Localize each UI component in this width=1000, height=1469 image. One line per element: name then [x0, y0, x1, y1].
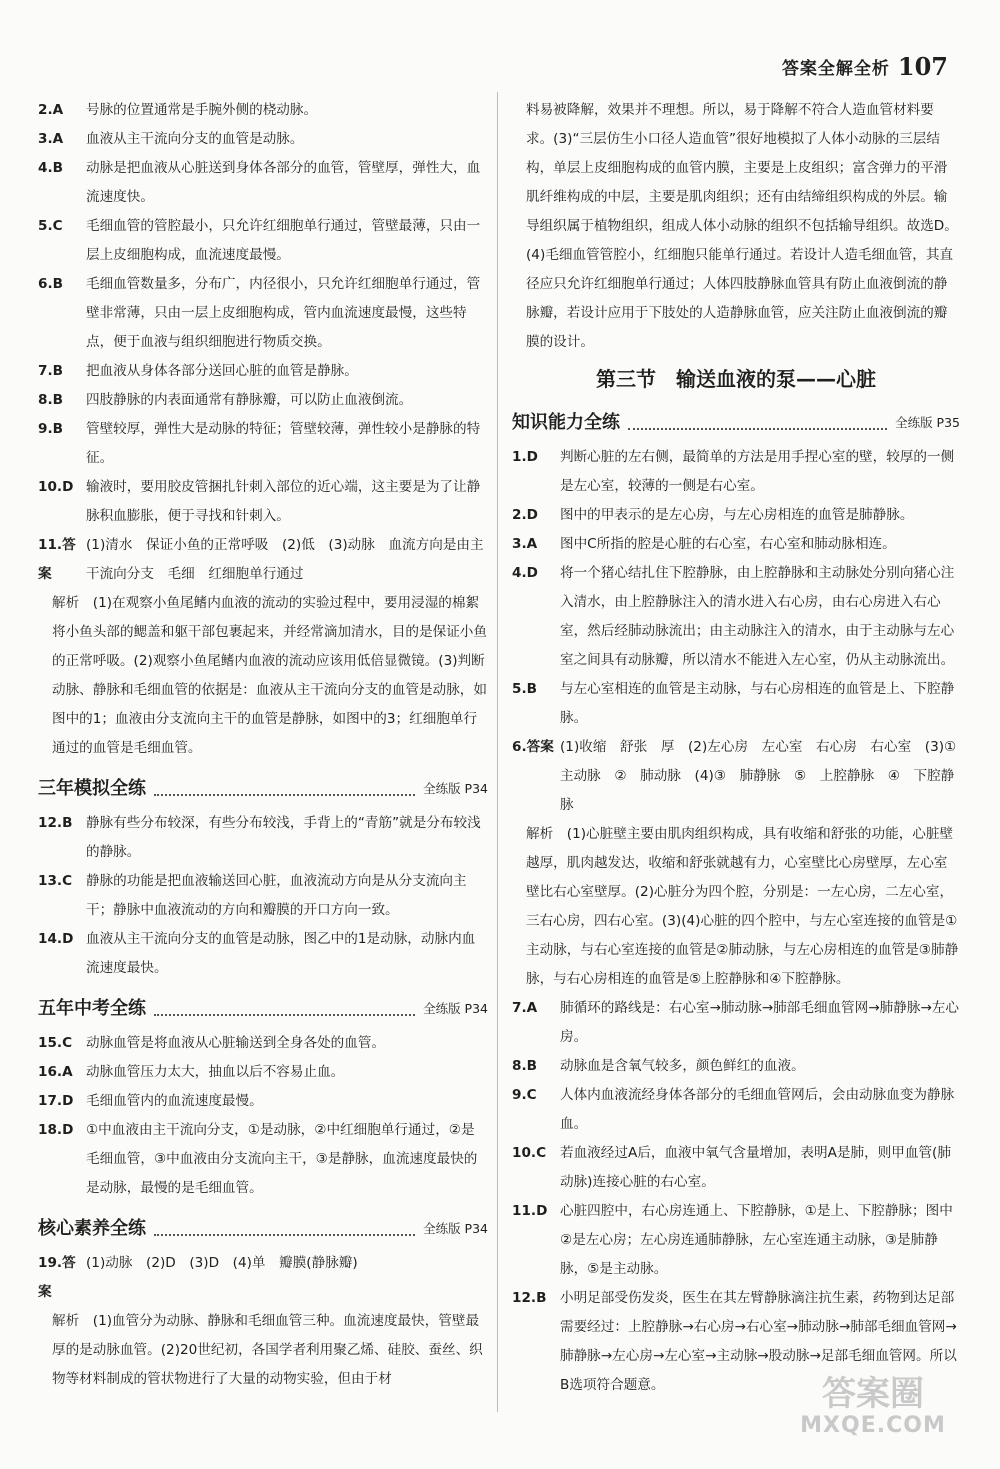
answer-item	[512, 1197, 960, 1284]
answer-list	[38, 96, 488, 589]
answer-number: 9.B	[38, 421, 63, 437]
section-title: 核心素养全练	[38, 1217, 146, 1239]
section-ref: 全练版 P35	[895, 414, 960, 430]
answer-number: 7.B	[38, 363, 63, 379]
answer-text: 小明足部受伤发炎，医生在其左臂静脉滴注抗生素，药物到达足部需要经过：上腔静脉→右心房→右心室→肺动脉→肺部毛细血管网→肺静脉→左心房→左心室→主动脉→股动脉→足部毛细血管网。所以B选项符合题意。	[560, 1290, 957, 1393]
answer-text: 输液时，要用胶皮管捆扎针刺入部位的近心端，这主要是为了让静脉积血膨胀，便于寻找和针刺入。	[86, 479, 481, 524]
answer-text: 管壁较厚，弹性大是动脉的特征；管壁较薄，弹性较小是静脉的特征。	[86, 421, 481, 466]
answer-item	[512, 530, 960, 559]
answer-text: 若血液经过A后，血液中氧气含量增加，表明A是肺，则甲血管(肺动脉)连接心脏的右心室。	[560, 1145, 951, 1190]
answer-text: 心脏四腔中，右心房连通上、下腔静脉，①是上、下腔静脉；图中②是左心房；左心房连通肺静脉，左心室连通主动脉，③是肺静脉，⑤是主动脉。	[560, 1203, 953, 1277]
chapter-title: 第三节 输送血液的泵——心脏	[596, 367, 876, 391]
answer-text: 将一个猪心结扎住下腔静脉，由上腔静脉和主动脉处分别向猪心注入清水，由上腔静脉注入的清水进入右心房，由右心房进入右心室，然后经肺动脉流出；由主动脉注入的清水，由于主动脉与左心室之间具有动脉瓣，所以清水不能进入左心室，仍从主动脉流出。	[560, 565, 955, 668]
answer-number: 4.B	[38, 160, 63, 176]
answer-number: 15.C	[38, 1035, 73, 1051]
answer-text: 动脉是把血液从心脏送到身体各部分的血管，管壁厚，弹性大，血流速度快。	[86, 160, 481, 205]
answer-text: 动脉血是含氧气较多，颜色鲜红的血液。	[560, 1058, 805, 1074]
answer-text: (1)清水 保证小鱼的正常呼吸 (2)低 (3)动脉 血流方向是由主干流向分支 毛细 红细胞单行通过	[86, 537, 484, 582]
answer-number: 3.A	[512, 536, 538, 552]
answer-number: 7.A	[512, 1000, 538, 1016]
answer-number: 10.D	[38, 479, 74, 495]
answer-text: 与左心室相连的血管是主动脉，与右心房相连的血管是上、下腔静脉。	[560, 681, 955, 726]
section-ref: 全练版 P34	[423, 1000, 488, 1016]
watermark-text: 答案圈	[822, 1374, 924, 1414]
answer-number: 2.D	[512, 507, 538, 523]
answer-list	[512, 443, 970, 820]
answer-item	[38, 154, 488, 212]
answer-text: 肺循环的路线是：右心室→肺动脉→肺部毛细血管网→肺静脉→左心房。	[560, 1000, 959, 1045]
answer-text: 毛细血管数量多，分布广，内径很小，只允许红细胞单行通过，管壁非常薄，只由一层上皮细胞构成，管内血流速度最慢，这些特点，便于血液与组织细胞进行物质交换。	[86, 276, 481, 350]
section-header-hexin	[38, 1213, 488, 1243]
answer-text: 图中的甲表示的是左心房，与左心房相连的血管是肺静脉。	[560, 507, 914, 523]
answer-text: (1)动脉 (2)D (3)D (4)单 瓣膜(静脉瓣)	[86, 1255, 358, 1271]
answer-number: 11.答案	[38, 537, 76, 582]
answer-number: 18.D	[38, 1122, 74, 1138]
answer-number: 2.A	[38, 102, 64, 118]
answer-text: 人体内血液流经身体各部分的毛细血管网后，会由动脉血变为静脉血。	[560, 1087, 955, 1132]
dotted-leader	[154, 1000, 415, 1016]
watermark-url: MXQE.COM	[800, 1413, 946, 1438]
answer-item	[38, 125, 488, 154]
answer-number: 4.D	[512, 565, 538, 581]
answer-number: 9.C	[512, 1087, 537, 1103]
section-header-wunian	[38, 993, 488, 1023]
answer-text: 号脉的位置通常是手腕外侧的桡动脉。	[86, 102, 318, 118]
section-ref: 全练版 P34	[423, 780, 488, 796]
answer-number: 5.C	[38, 218, 63, 234]
answer-item	[38, 1058, 488, 1087]
answer-item	[38, 867, 488, 925]
analysis-11: 解析 (1)在观察小鱼尾鳍内血液的流动的实验过程中，要用浸湿的棉絮将小鱼头部的鳃盖和躯干部包裹起来，并经常滴加清水，目的是保证小鱼的正常呼吸。(2)观察小鱼尾鳍内血液的流动应该用低倍显微镜。(3)判断动脉、静脉和毛细血管的依据是：血液从主干流向分支的血管是动脉，如图中的1；血液由分支流向主干的血管是静脉，如图中的3；红细胞单行通过的血管是毛细血管。	[52, 595, 487, 756]
answer-item	[38, 386, 488, 415]
answer-number: 17.D	[38, 1093, 74, 1109]
answer-item	[38, 531, 488, 589]
answer-text: 毛细血管的管腔最小，只允许红细胞单行通过，管壁最薄，只由一层上皮细胞构成，血流速度最慢。	[86, 218, 481, 263]
answer-item	[512, 675, 960, 733]
answer-number: 11.D	[512, 1203, 548, 1219]
answer-item	[38, 270, 488, 357]
answer-item	[512, 501, 960, 530]
answer-list	[38, 1029, 488, 1203]
answer-number: 19.答案	[38, 1255, 76, 1300]
left-column	[38, 96, 488, 1394]
answer-number: 1.D	[512, 449, 538, 465]
answer-text: 图中C所指的腔是心脏的右心室，右心室和肺动脉相连。	[560, 536, 896, 552]
column-divider	[497, 92, 498, 1412]
section-title: 知识能力全练	[512, 411, 620, 433]
answer-number: 5.B	[512, 681, 537, 697]
answer-item	[38, 1116, 488, 1203]
answer-number: 12.B	[512, 1290, 547, 1306]
answer-text: 血液从主干流向分支的血管是动脉，图乙中的1是动脉，动脉内血流速度最快。	[86, 931, 476, 976]
answer-item	[38, 473, 488, 531]
answer-item	[512, 1081, 960, 1139]
section-header-sannian	[38, 773, 488, 803]
answer-number: 12.B	[38, 815, 73, 831]
answer-item	[38, 809, 488, 867]
answer-item	[512, 994, 960, 1052]
answer-item	[512, 1139, 960, 1197]
answer-list	[38, 809, 488, 983]
answer-item	[38, 415, 488, 473]
answer-number: 13.C	[38, 873, 73, 889]
answer-item	[512, 559, 960, 675]
answer-text: 四肢静脉的内表面通常有静脉瓣，可以防止血液倒流。	[86, 392, 413, 408]
watermark-logo	[768, 1375, 978, 1445]
answer-number: 6.答案	[512, 739, 554, 755]
analysis-19: 解析 (1)血管分为动脉、静脉和毛细血管三种。血流速度最快，管壁最厚的是动脉血管。(2)20世纪初，各国学者利用聚乙烯、硅胶、蚕丝、织物等材料制成的管状物进行了大量的动物实验，但由于材	[52, 1313, 483, 1387]
answer-list	[512, 994, 960, 1400]
answer-number: 3.A	[38, 131, 64, 147]
answer-item	[512, 733, 970, 820]
answer-item	[512, 443, 960, 501]
answer-number: 8.B	[512, 1058, 537, 1074]
answer-item	[38, 925, 488, 983]
dotted-leader	[154, 780, 415, 796]
answer-text: 把血液从身体各部分送回心脏的血管是静脉。	[86, 363, 358, 379]
answer-text: 动脉血管压力太大，抽血以后不容易止血。	[86, 1064, 345, 1080]
right-column	[512, 96, 970, 1400]
answer-item	[38, 357, 488, 386]
answer-text: ①中血液由主干流向分支，①是动脉，②中红细胞单行通过，②是毛细血管，③中血液由分支流向主干，③是静脉，血流速度最快的是动脉，最慢的是毛细血管。	[86, 1122, 478, 1196]
page-header	[782, 52, 948, 81]
answer-text: (1)收缩 舒张 厚 (2)左心房 左心室 右心房 右心室 (3)① 主动脉 ② 肺动脉 (4)③ 肺静脉 ⑤ 上腔静脉 ④ 下腔静脉	[560, 739, 970, 813]
section-title: 五年中考全练	[38, 997, 146, 1019]
section-header-zhishi	[512, 407, 960, 437]
answer-number: 6.B	[38, 276, 63, 292]
answer-text: 血液从主干流向分支的血管是动脉。	[86, 131, 304, 147]
page-number: 107	[897, 52, 948, 81]
answer-text: 动脉血管是将血液从心脏输送到全身各处的血管。	[86, 1035, 386, 1051]
answer-item	[512, 1052, 960, 1081]
analysis-19-continued: 料易被降解，效果并不理想。所以，易于降解不符合人造血管材料要求。(3)“三层仿生小口径人造血管”很好地模拟了人体小动脉的三层结构，单层上皮细胞构成的血管内膜，主要是上皮组织；富含弹力的平滑肌纤维构成的中层，主要是肌肉组织；还有由结缔组织构成的外层。输导组织属于植物组织，组成人体小动脉的组织不包括输导组织。故选D。(4)毛细血管管腔小，红细胞只能单行通过。若设计人造毛细血管，其直径应只允许红细胞单行通过；人体四肢静脉血管具有防止血液倒流的静脉瓣，若设计应用于下肢处的人造静脉血管，应关注防止血液倒流的瓣膜的设计。	[526, 102, 958, 350]
answer-text: 静脉的功能是把血液输送回心脏，血液流动方向是从分支流向主干；静脉中血液流动的方向和瓣膜的开口方向一致。	[86, 873, 467, 918]
answer-item	[38, 1029, 488, 1058]
section-ref: 全练版 P34	[423, 1220, 488, 1236]
dotted-leader	[154, 1220, 415, 1236]
answer-text: 毛细血管内的血流速度最慢。	[86, 1093, 263, 1109]
analysis-6: 解析 (1)心脏壁主要由肌肉组织构成，具有收缩和舒张的功能，心脏壁越厚，肌肉越发达，收缩和舒张就越有力，心室壁比心房壁厚，左心室壁比右心室壁厚。(2)心脏分为四个腔，分别是：一左心房，二左心室，三右心房，四右心室。(3)(4)心脏的四个腔中，与左心室连接的血管是①主动脉，与右心室连接的血管是②肺动脉，与左心房相连的血管是③肺静脉，与右心房相连的血管是⑤上腔静脉和④下腔静脉。	[526, 826, 959, 987]
answer-item	[38, 1249, 488, 1307]
answer-number: 8.B	[38, 392, 63, 408]
answer-item	[38, 212, 488, 270]
answer-list	[38, 1249, 488, 1307]
answer-item	[38, 1087, 488, 1116]
header-title: 答案全解全析	[781, 59, 890, 79]
answer-item	[38, 96, 488, 125]
answer-text: 静脉有些分布较深，有些分布较浅，手背上的“青筋”就是分布较浅的静脉。	[86, 815, 481, 860]
answer-text: 判断心脏的左右侧，最简单的方法是用手捏心室的壁，较厚的一侧是左心室，较薄的一侧是右心室。	[560, 449, 955, 494]
answer-number: 10.C	[512, 1145, 547, 1161]
dotted-leader	[628, 414, 887, 430]
section-title: 三年模拟全练	[38, 777, 146, 799]
answer-number: 14.D	[38, 931, 74, 947]
answer-number: 16.A	[38, 1064, 73, 1080]
